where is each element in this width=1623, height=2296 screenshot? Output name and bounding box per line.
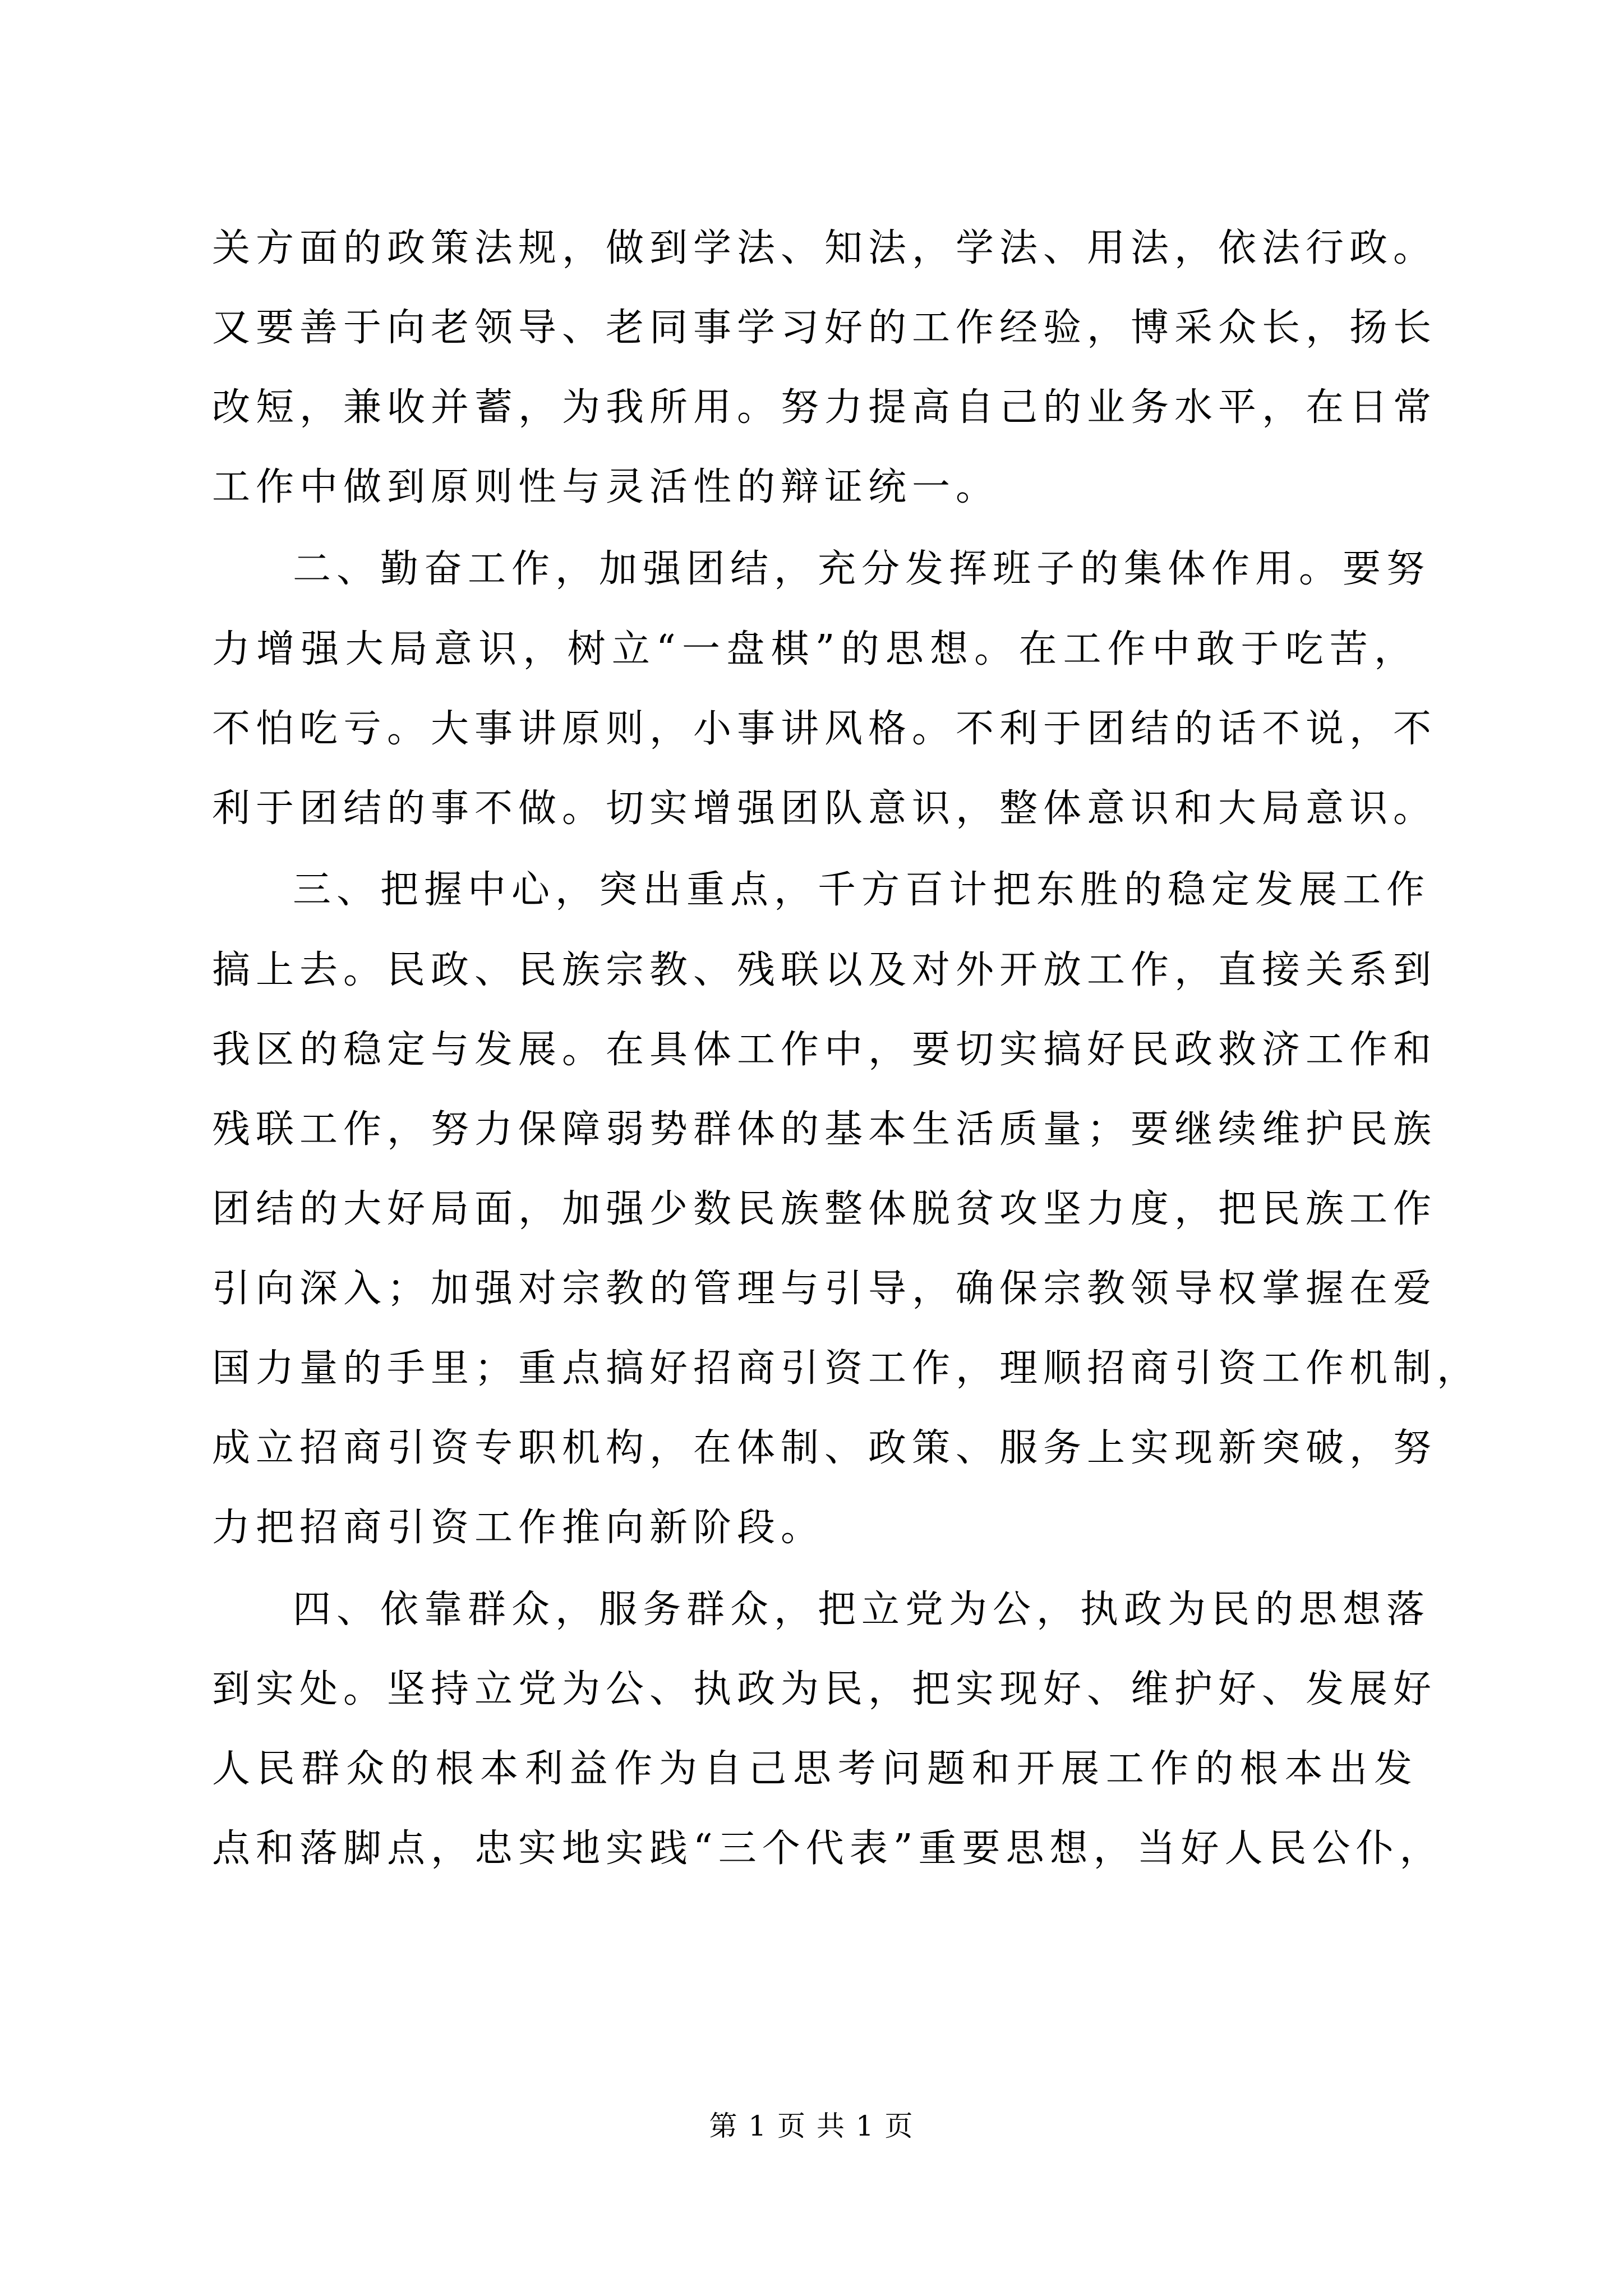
- paragraph-heading-line: 二、勤奋工作，加强团结，充分发挥班子的集体作用。要努: [293, 547, 1431, 591]
- text-line: 不怕吃亏。大事讲原则，小事讲风格。不利于团结的话不说，不: [212, 707, 1437, 751]
- text-line: 残联工作，努力保障弱势群体的基本生活质量；要继续维护民族: [212, 1107, 1437, 1152]
- text-line: 力增强大局意识，树立“一盘棋”的思想。在工作中敢于吃苦，: [212, 627, 1418, 671]
- text-line: 我区的稳定与发展。在具体工作中，要切实搞好民政救济工作和: [212, 1028, 1437, 1072]
- text-line: 关方面的政策法规，做到学法、知法，学法、用法，依法行政。: [212, 226, 1437, 270]
- text-line: 团结的大好局面，加强少数民族整体脱贫攻坚力度，把民族工作: [212, 1187, 1437, 1231]
- page-footer: 第 1 页 共 1 页: [709, 2110, 914, 2142]
- text-line: 工作中做到原则性与灵活性的辩证统一。: [212, 465, 1000, 509]
- paragraph-heading-line: 三、把握中心，突出重点，千方百计把东胜的稳定发展工作: [293, 868, 1431, 912]
- text-line: 力把招商引资工作推向新阶段。: [212, 1506, 825, 1550]
- text-line: 引向深入；加强对宗教的管理与引导，确保宗教领导权掌握在爱: [212, 1267, 1437, 1311]
- text-line: 又要善于向老领导、老同事学习好的工作经验，博采众长，扬长: [212, 306, 1437, 350]
- text-line: 改短，兼收并蓄，为我所用。努力提高自己的业务水平，在日常: [212, 385, 1437, 430]
- paragraph-heading-line: 四、依靠群众，服务群众，把立党为公，执政为民的思想落: [293, 1588, 1431, 1632]
- text-line: 利于团结的事不做。切实增强团队意识，整体意识和大局意识。: [212, 786, 1437, 831]
- text-line: 点和落脚点，忠实地实践“三个代表”重要思想，当好人民公仆，: [212, 1826, 1444, 1871]
- text-line: 到实处。坚持立党为公、执政为民，把实现好、维护好、发展好: [212, 1667, 1437, 1711]
- text-line: 成立招商引资专职机构，在体制、政策、服务上实现新突破，努: [212, 1426, 1437, 1470]
- text-line: 国力量的手里；重点搞好招商引资工作，理顺招商引资工作机制，: [212, 1346, 1481, 1391]
- text-line: 搞上去。民政、民族宗教、残联以及对外开放工作，直接关系到: [212, 948, 1437, 992]
- text-line: 人民群众的根本利益作为自己思考问题和开展工作的根本出发: [212, 1747, 1418, 1791]
